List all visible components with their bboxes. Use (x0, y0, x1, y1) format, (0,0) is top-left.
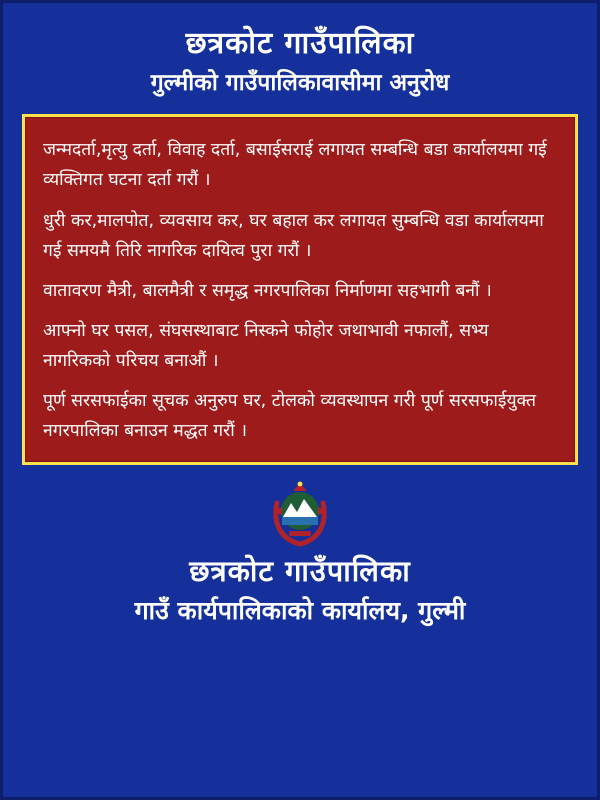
page-title: छत्रकोट गाउँपालिका (185, 26, 415, 61)
notice-paragraph: आफ्नो घर पसल, संघसस्थाबाट निस्कने फोहोर जथाभावी नफालौं, सभ्य नागरिकको परिचय बनाऔं । (43, 320, 489, 371)
notice-paragraph: धुरी कर,मालपोत, व्यवसाय कर, घर बहाल कर लगायत सुम्बन्धि वडा कार्यालयमा गई समयमै तिरि नागरिक दायित्व पुरा गरौं । (43, 210, 544, 261)
notice-paragraph: जन्मदर्ता,मृत्यु दर्ता, विवाह दर्ता, बसाईसराई लगायत सम्बन्धि बडा कार्यालयमा गई व्यक्तिगत घटना दर्ता गरौं । (43, 140, 547, 191)
page-subtitle: गुल्मीको गाउँपालिकावासीमा अनुरोध (150, 69, 450, 96)
poster-footer (3, 553, 597, 627)
poster-header (3, 3, 597, 98)
notice-paragraph: वातावरण मैत्री, बालमैत्री र समृद्ध नगरपालिका निर्माणमा सहभागी बनौं । (43, 280, 492, 301)
footer-title: छत्रकोट गाउँपालिका (189, 554, 411, 589)
emblem-container (269, 479, 331, 549)
notice-paragraph: पूर्ण सरसफाईका सूचक अनुरुप घर, टोलको व्यवस्थापन गरी पूर्ण सरसफाईयुक्त नगरपालिका बनाउन मद्धत गरौं । (43, 391, 536, 442)
nepal-government-emblem-icon (269, 481, 331, 547)
notice-panel (22, 114, 578, 465)
footer-subtitle: गाउँ कार्यपालिकाको कार्यालय, गुल्मी (134, 595, 466, 625)
